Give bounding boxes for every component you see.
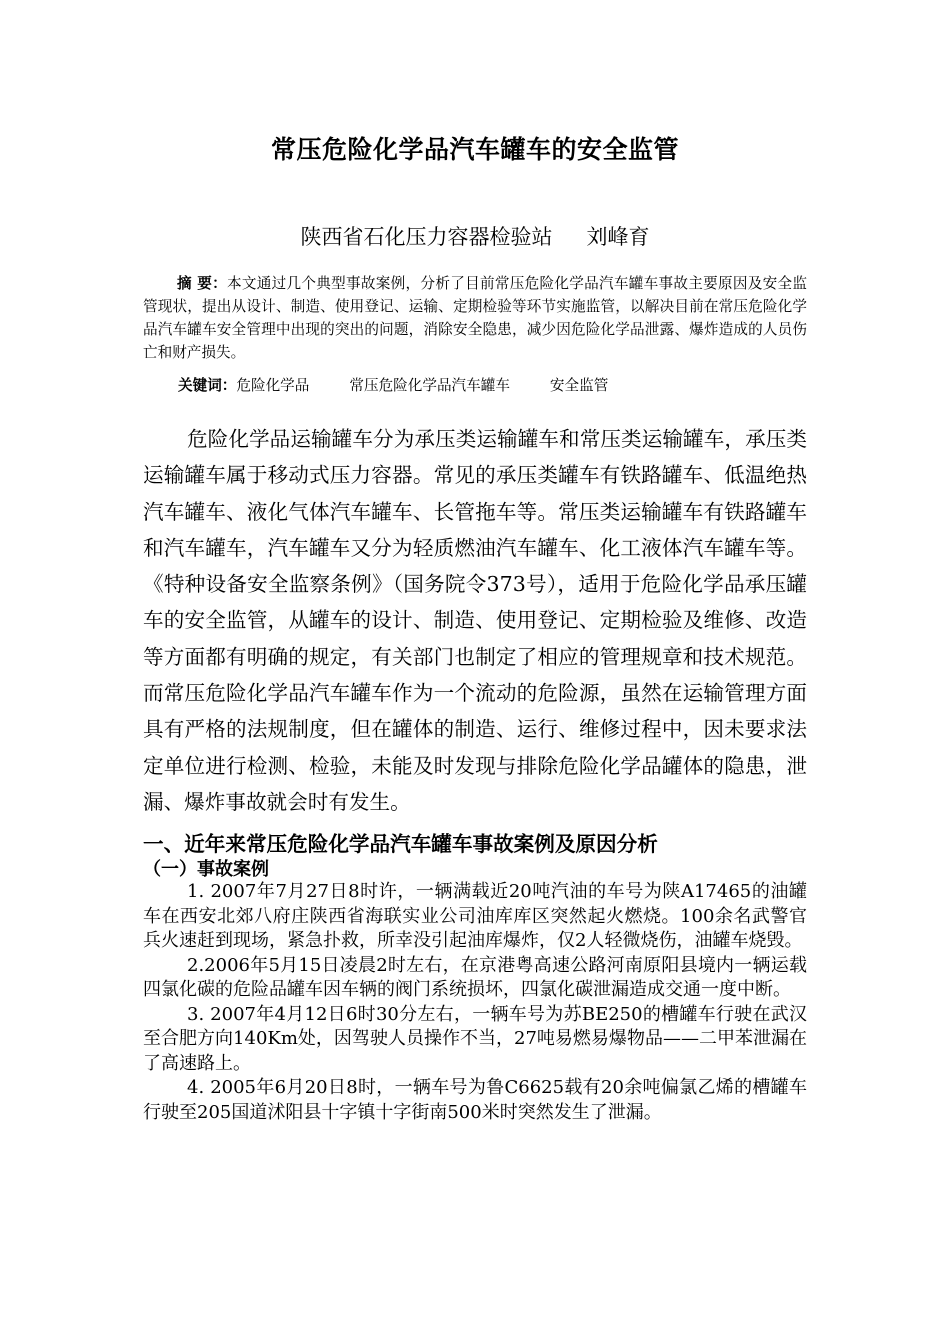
- author-organization: 陕西省石化压力容器检验站: [300, 225, 553, 249]
- case-paragraph: 1. 2007年7月27日8时许，一辆满载近20吨汽油的车号为陕A17465的油罐车在西安北郊八府庄陕西省海联实业公司油库库区突然起火燃烧。100余名武警官兵火速赶到现场，紧急扑救，所幸没引起油库爆炸，仅2人轻微烧伤，油罐车烧毁。: [143, 881, 807, 951]
- keyword-item: 安全监管: [549, 377, 609, 394]
- abstract-text: 本文通过几个典型事故案例，分析了目前常压危险化学品汽车罐车事故主要原因及安全监管现状，提出从设计、制造、使用登记、运输、定期检验等环节实施监管，以解决目前在常压危险化学品汽车罐车安全管理中出现的突出的问题，消除安全隐患，减少因危险化学品泄露、爆炸造成的人员伤亡和财产损失。: [143, 275, 807, 361]
- section-heading: 一、近年来常压危险化学品汽车罐车事故案例及原因分析: [143, 832, 658, 856]
- document-title: 常压危险化学品汽车罐车的安全监管: [270, 135, 679, 164]
- author-name: 刘峰育: [586, 225, 650, 249]
- abstract-label: 摘 要：: [177, 275, 228, 292]
- case-paragraph: 4. 2005年6月20日8时，一辆车号为鲁C6625载有20余吨偏氯乙烯的槽罐车行驶至205国道沭阳县十字镇十字街南500米时突然发生了泄漏。: [143, 1077, 807, 1123]
- keywords-label: 关键词：: [178, 377, 237, 394]
- case-paragraph: 3. 2007年4月12日6时30分左右，一辆车号为苏BE250的槽罐车行驶在武汉至合肥方向140Km处，因驾驶人员操作不当，27吨易燃易爆物品——二甲苯泄漏在了高速路上。: [143, 1003, 807, 1074]
- byline: [0, 222, 950, 252]
- keywords: [178, 374, 648, 397]
- keyword-item: 常压危险化学品汽车罐车: [349, 377, 510, 394]
- abstract: [143, 272, 807, 364]
- case-paragraph: 2.2006年5月15日凌晨2时左右，在京港粤高速公路河南原阳县境内一辆运载四氯化碳的危险品罐车因车辆的阀门系统损坏，四氯化碳泄漏造成交通一度中断。: [143, 954, 807, 1000]
- intro-paragraph: 危险化学品运输罐车分为承压类运输罐车和常压类运输罐车，承压类运输罐车属于移动式压力容器。常见的承压类罐车有铁路罐车、低温绝热汽车罐车、液化气体汽车罐车、长管拖车等。常压类运输罐车有铁路罐车和汽车罐车，汽车罐车又分为轻质燃油汽车罐车、化工液体汽车罐车等。《特种设备安全监察条例》（国务院令373号），适用于危险化学品承压罐车的安全监管，从罐车的设计、制造、使用登记、定期检验及维修、改造等方面都有明确的规定，有关部门也制定了相应的管理规章和技术规范。而常压危险化学品汽车罐车作为一个流动的危险源，虽然在运输管理方面具有严格的法规制度，但在罐体的制造、运行、维修过程中，因未要求法定单位进行检测、检验，未能及时发现与排除危险化学品罐体的隐患，泄漏、爆炸事故就会时有发生。: [143, 427, 807, 814]
- case-list: [143, 880, 807, 1125]
- subsection-heading: （一）事故案例: [143, 859, 269, 880]
- keyword-item: 危险化学品: [236, 377, 310, 394]
